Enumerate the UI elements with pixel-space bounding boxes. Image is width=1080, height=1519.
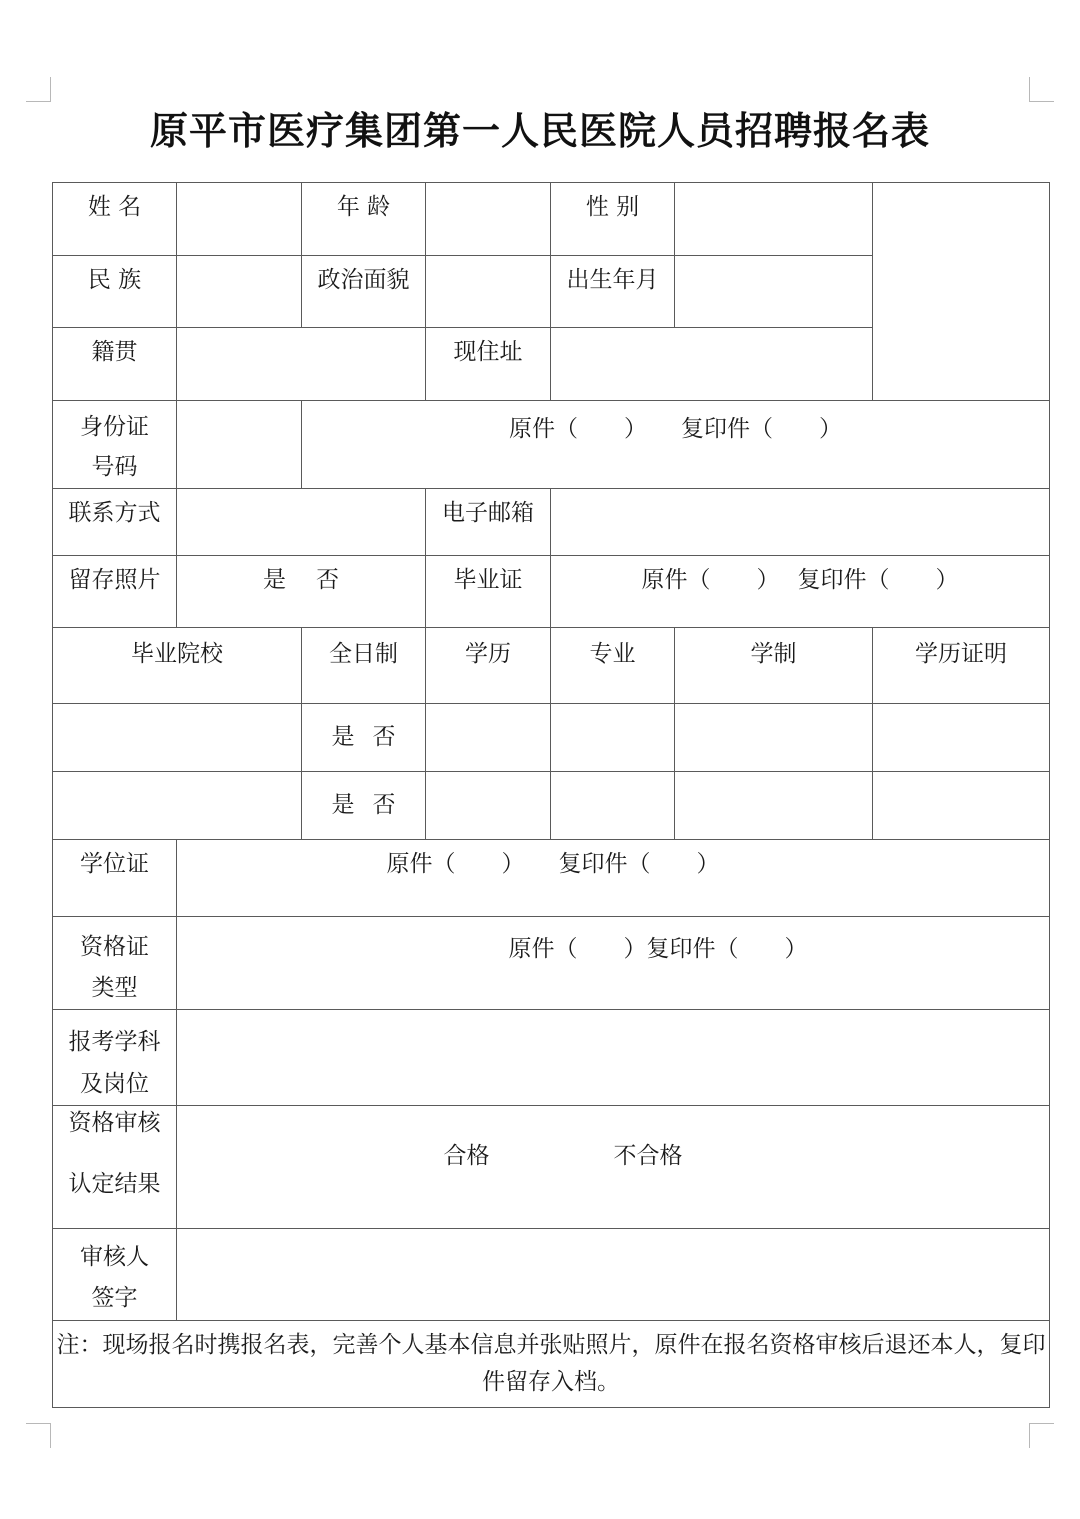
gender-field[interactable] (675, 183, 873, 256)
edu-major-field[interactable] (551, 703, 675, 771)
edu-school-field[interactable] (53, 771, 302, 839)
edu-degree-field[interactable] (426, 703, 551, 771)
edu-header-fulltime: 全日制 (302, 627, 426, 703)
contact-field[interactable] (177, 488, 426, 555)
graduation-cert-copy-option[interactable]: 复印件（ ） (797, 566, 959, 593)
label-subject-line1: 报考学科 (68, 1029, 161, 1056)
education-row (53, 771, 1050, 839)
review-pass-option[interactable]: 合格 (443, 1143, 490, 1170)
edu-school-field[interactable] (53, 703, 302, 771)
edu-header-major: 专业 (551, 627, 675, 703)
edu-header-proof: 学历证明 (873, 627, 1050, 703)
birth-month-field[interactable] (675, 256, 873, 328)
edu-duration-field[interactable] (675, 703, 873, 771)
crop-mark-top-right (1029, 77, 1054, 102)
review-fail-option[interactable]: 不合格 (613, 1143, 683, 1170)
graduation-cert-original-copy (551, 555, 1050, 627)
edu-header-duration: 学制 (675, 627, 873, 703)
edu-fulltime-choice (302, 703, 426, 771)
edu-fulltime-no[interactable]: 否 (372, 791, 396, 818)
edu-major-field[interactable] (551, 771, 675, 839)
id-card-original-option[interactable]: 原件（ ） (509, 416, 647, 442)
label-birth-month: 出生年月 (551, 256, 675, 328)
email-field[interactable] (551, 488, 1050, 555)
label-reviewer-signature (53, 1229, 177, 1321)
name-field[interactable] (177, 183, 302, 256)
id-card-number-field[interactable] (177, 401, 302, 489)
degree-cert-copy-option[interactable]: 复印件（ ） (558, 850, 720, 877)
label-review-line2: 认定结果 (68, 1171, 161, 1198)
label-id-card-line2: 号码 (91, 454, 138, 481)
edu-degree-field[interactable] (426, 771, 551, 839)
photo-retained-no[interactable]: 否 (316, 566, 339, 593)
edu-fulltime-yes[interactable]: 是 (331, 791, 355, 818)
ethnicity-field[interactable] (177, 256, 302, 328)
label-age: 年 龄 (302, 183, 426, 256)
label-native-place: 籍贯 (53, 328, 177, 401)
reviewer-signature-field[interactable] (177, 1229, 1050, 1321)
label-review-result (53, 1106, 177, 1229)
label-reviewer-line1: 审核人 (80, 1244, 149, 1271)
edu-duration-field[interactable] (675, 771, 873, 839)
photo-box[interactable] (873, 183, 1050, 401)
page-title: 原平市医疗集团第一人民医院人员招聘报名表 (149, 109, 930, 153)
edu-header-degree: 学历 (426, 627, 551, 703)
edu-proof-field[interactable] (873, 703, 1050, 771)
footnote: 注：现场报名时携报名表，完善个人基本信息并张贴照片，原件在报名资格审核后退还本人，复印件留存入档。 (53, 1320, 1050, 1407)
crop-mark-bottom-right (1029, 1423, 1054, 1448)
label-review-line1: 资格审核 (68, 1110, 161, 1137)
label-contact: 联系方式 (53, 488, 177, 555)
label-degree-cert: 学位证 (53, 839, 177, 916)
label-graduation-cert: 毕业证 (426, 555, 551, 627)
registration-form-table (52, 182, 1050, 1408)
label-gender: 性 别 (551, 183, 675, 256)
label-qualification-line2: 类型 (91, 974, 138, 1001)
photo-retained-choice (177, 555, 426, 627)
label-email: 电子邮箱 (426, 488, 551, 555)
education-row (53, 703, 1050, 771)
edu-fulltime-choice (302, 771, 426, 839)
qualification-original-copy[interactable]: 原件（ ）复印件（ ） (177, 916, 1050, 1010)
subject-position-field[interactable] (177, 1010, 1050, 1106)
id-card-original-copy (302, 401, 1050, 489)
review-result-choice (177, 1106, 1050, 1229)
crop-mark-top-left (26, 77, 51, 102)
edu-header-school: 毕业院校 (53, 627, 302, 703)
id-card-copy-option[interactable]: 复印件（ ） (681, 416, 842, 442)
native-place-field[interactable] (177, 328, 426, 401)
label-name: 姓 名 (53, 183, 177, 256)
photo-retained-yes[interactable]: 是 (263, 566, 286, 593)
label-political-status: 政治面貌 (302, 256, 426, 328)
graduation-cert-original-option[interactable]: 原件（ ） (641, 566, 780, 593)
label-subject-position (53, 1010, 177, 1106)
degree-cert-original-copy (177, 839, 1050, 916)
political-status-field[interactable] (426, 256, 551, 328)
current-address-field[interactable] (551, 328, 873, 401)
label-qualification-line1: 资格证 (80, 933, 149, 960)
label-subject-line2: 及岗位 (80, 1070, 149, 1097)
label-ethnicity: 民 族 (53, 256, 177, 328)
crop-mark-bottom-left (26, 1423, 51, 1448)
label-qualification (53, 916, 177, 1010)
edu-fulltime-yes[interactable]: 是 (331, 723, 355, 750)
edu-proof-field[interactable] (873, 771, 1050, 839)
label-id-card (53, 401, 177, 489)
edu-fulltime-no[interactable]: 否 (372, 723, 396, 750)
label-current-address: 现住址 (426, 328, 551, 401)
label-id-card-line1: 身份证 (80, 414, 149, 440)
label-photo-retained: 留存照片 (53, 555, 177, 627)
degree-cert-original-option[interactable]: 原件（ ） (386, 850, 525, 877)
age-field[interactable] (426, 183, 551, 256)
label-reviewer-line2: 签字 (91, 1285, 138, 1312)
